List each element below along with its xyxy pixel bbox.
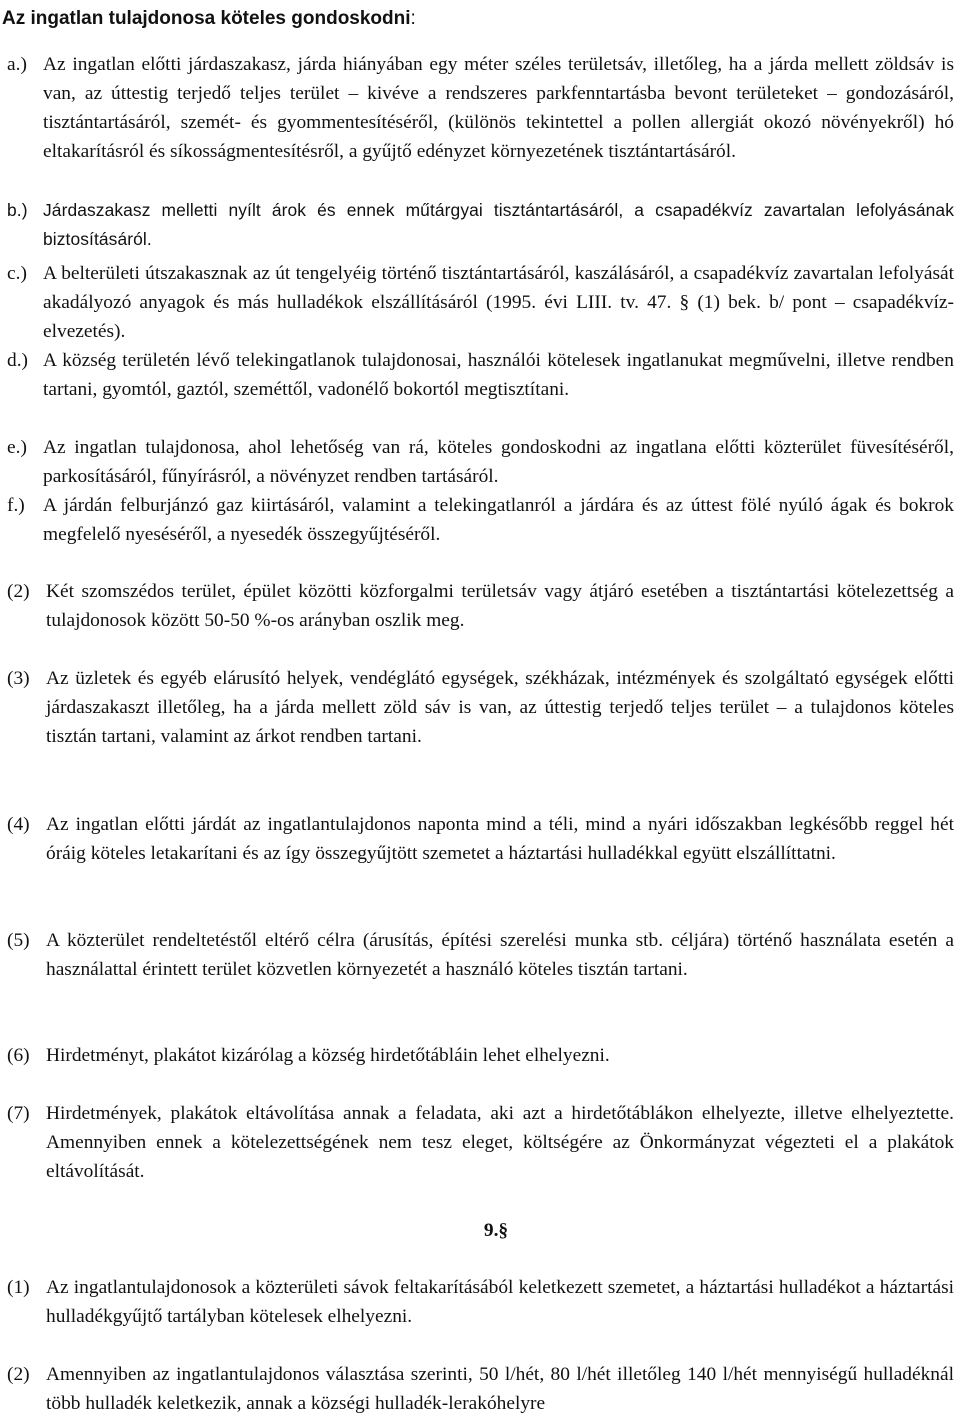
heading-colon: : [410,8,416,29]
list-item-b [7,196,954,254]
section-heading [2,6,416,32]
paragraph-text: Az ingatlantulajdonosok a közterületi sávok feltakarításából keletkezett szemetet, a háztartási hulladékot a háztartási hulladékgyűjtő tartályban kötelesek elhelyezni. [46,1277,954,1327]
paragraph-number: (7) [7,1103,30,1124]
section-title: 9.§ [483,1220,509,1241]
list-item-c [7,259,954,346]
paragraph-7 [7,1099,954,1186]
list-item-text: Az ingatlan előtti járdaszakasz, járda hiányában egy méter széles területsáv, illetőleg, ha a járda mellett zöldsáv is van, az úttestig terjedő teljes terület – kivéve a rendszeres parkfenntartásba bevont területeket – gondozásáról, tisztántartásáról, szemét- és gyommentesítéséről, (különös tekintettel a pollen allergiát okozó növényekről) hó eltakarításról és síkosságmentesítésről, a gyűjtő edényzet környezetének tisztántartásáról. [43,54,954,162]
paragraph-5 [7,926,954,984]
list-item-label: c.) [7,263,27,284]
paragraph-3 [7,664,954,751]
list-item-d [7,346,954,404]
paragraph-text: Amennyiben az ingatlantulajdonos választása szerinti, 50 l/hét, 80 l/hét illetőleg 140 l/hét mennyiségű hulladéknál több hulladék keletkezik, annak a községi hulladék-lerakóhelyre [46,1364,954,1414]
paragraph-number: (2) [7,581,30,602]
list-item-text: A belterületi útszakasznak az út tengelyéig történő tisztántartásáról, kaszálásáról, a csapadékvíz zavartalan lefolyását akadályozó anyagok és más hulladékok elszállításáról (1995. évi LIII. tv. 47. § (1) bek. b/ pont – csapadékvíz-elvezetés). [43,263,954,342]
paragraph-number: (4) [7,814,30,835]
list-item-e [7,433,954,491]
paragraph-text: Hirdetmények, plakátok eltávolítása annak a feladata, aki azt a hirdetőtáblákon elhelyezte, illetve elhelyeztette. Amennyiben ennek a kötelezettségének nem tesz eleget, költségére az Önkormányzat végezteti el a plakátok eltávolítását. [46,1103,954,1182]
paragraph-text: Az ingatlan előtti járdát az ingatlantulajdonos naponta mind a téli, mind a nyári időszakban legkésőbb reggel hét óráig köteles letakarítani és az így összegyűjtött szemetet a háztartási hulladékkal együtt elszállíttatni. [46,814,954,864]
list-item-text: Az ingatlan tulajdonosa, ahol lehetőség van rá, köteles gondoskodni az ingatlana előtti közterület füvesítéséről, parkosításáról, fűnyírásról, a növényzet rendben tartásáról. [43,437,954,487]
heading-text: Az ingatlan tulajdonosa köteles gondoskodni [2,8,411,29]
paragraph-6 [7,1041,954,1070]
paragraph-text: Az üzletek és egyéb elárusító helyek, vendéglátó egységek, székházak, intézmények és szolgáltató egységek előtti járdaszakaszt illetőleg, ha a járda mellett zöld sáv is van, az úttestig terjedő teljes terület – a tulajdonos köteles tisztán tartani, valamint az árkot rendben tartani. [46,668,954,747]
list-item-text: A járdán felburjánzó gaz kiirtásáról, valamint a telekingatlanról a járdára és az úttest fölé nyúló ágak és bokrok megfelelő nyeséséről, a nyesedék összegyűjtéséről. [43,495,954,545]
list-item-text: A község területén lévő telekingatlanok tulajdonosai, használói kötelesek ingatlanukat megművelni, illetve rendben tartani, gyomtól, gaztól, szeméttől, vadonélő bokortól megtisztítani. [43,350,954,400]
list-item-label: f.) [7,495,25,516]
list-item-text: Járdaszakasz melletti nyílt árok és ennek műtárgyai tisztántartásáról, a csapadékvíz zavartalan lefolyásának biztosításáról. [43,200,954,249]
list-item-f [7,491,954,549]
section-paragraph-2 [7,1360,954,1418]
paragraph-4 [7,810,954,868]
list-item-label: a.) [7,54,27,75]
paragraph-text: A közterület rendeltetéstől eltérő célra (árusítás, építési szerelési munka stb. céljára) történő használata esetén a használattal érintett terület közvetlen környezetét a használó köteles tisztán tartani. [46,930,954,980]
paragraph-number: (3) [7,668,30,689]
paragraph-number: (1) [7,1277,30,1298]
paragraph-text: Hirdetményt, plakátot kizárólag a község hirdetőtábláin lehet elhelyezni. [46,1045,610,1066]
paragraph-2 [7,577,954,635]
paragraph-number: (2) [7,1364,30,1385]
paragraph-number: (5) [7,930,30,951]
list-item-label: b.) [7,200,28,220]
list-item-a [7,50,954,166]
paragraph-text: Két szomszédos terület, épület közötti közforgalmi területsáv vagy átjáró esetében a tisztántartási kötelezettség a tulajdonosok között 50-50 %-os arányban oszlik meg. [46,581,954,631]
section-paragraph-1 [7,1273,954,1331]
paragraph-number: (6) [7,1045,30,1066]
list-item-label: d.) [7,350,29,371]
list-item-label: e.) [7,437,27,458]
